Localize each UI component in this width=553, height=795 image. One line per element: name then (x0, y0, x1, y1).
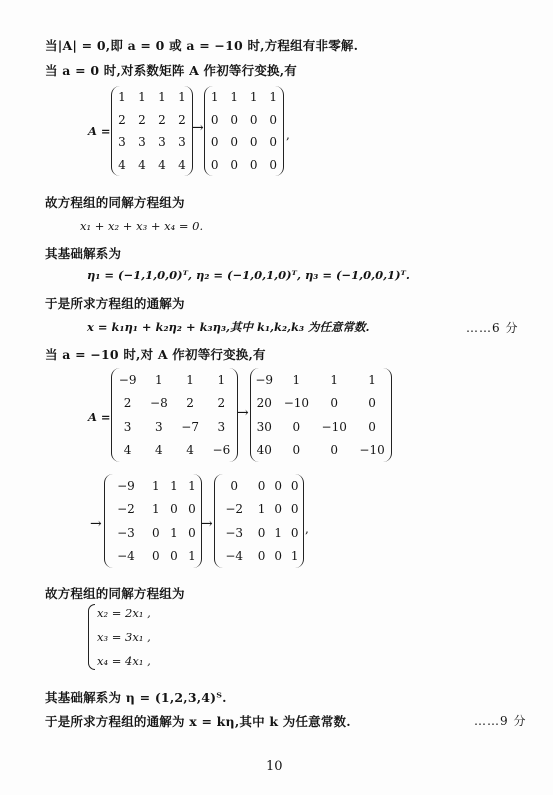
m2-cell: 0 (230, 157, 239, 172)
m5-row (105, 545, 201, 569)
m3-cell: −8 (150, 396, 168, 411)
system-eq-1: x₂ = 2x₁ , (97, 606, 151, 620)
matrix-m4-table (251, 368, 391, 462)
m6-cell: 0 (257, 525, 266, 540)
matrix-m1-table (112, 86, 192, 176)
m4-cell: −9 (255, 372, 274, 387)
m5-cell: 0 (170, 549, 178, 564)
matrix-m2-table (205, 86, 283, 176)
m4-cell: 0 (292, 443, 301, 458)
m2-cell: 0 (269, 135, 278, 150)
system-brace (88, 604, 95, 670)
matrix-m5 (104, 474, 202, 568)
m5-cell: 1 (170, 525, 178, 540)
m2-cell: 0 (249, 157, 258, 172)
m5-cell: 0 (152, 549, 160, 564)
matrix-m3 (111, 368, 238, 462)
m5-cell: −9 (117, 478, 135, 493)
m2-row (205, 109, 283, 132)
m4-row (251, 439, 391, 463)
m6-cell: 0 (290, 525, 299, 540)
m2-cell: 1 (230, 90, 239, 105)
matrix-m1 (111, 86, 193, 176)
m5-cell: 0 (188, 525, 196, 540)
m3-cell: 3 (123, 419, 132, 434)
m6-row (215, 474, 303, 498)
m2-row (205, 86, 283, 109)
m5-cell: 1 (188, 549, 196, 564)
m6-cell: 0 (257, 478, 266, 493)
basis-vectors: η₁ = (−1,1,0,0)ᵀ, η₂ = (−1,0,1,0)ᵀ, η₃ = (−1,0,0,1)ᵀ. (87, 268, 410, 282)
m1-cell: 2 (138, 112, 146, 127)
m3-cell: −6 (212, 443, 231, 458)
m4-cell: 1 (368, 372, 376, 387)
line-equivalent-system-2: 故方程组的同解方程组为 (45, 586, 185, 601)
matrix-m6 (214, 474, 304, 568)
equation-sum: x₁ + x₂ + x₃ + x₄ = 0. (80, 219, 204, 233)
m1-cell: 1 (138, 90, 146, 105)
matrix-m3-table (112, 368, 237, 462)
m1-cell: 3 (118, 135, 126, 150)
line-basis-2: 其基础解系为 η = (1,2,3,4)ᵀ. (45, 690, 227, 705)
m3-cell: 4 (123, 443, 132, 458)
m2-cell: 0 (230, 112, 239, 127)
m5-row (105, 474, 201, 498)
m2-row (205, 131, 283, 154)
m3-cell: 2 (123, 396, 132, 411)
m2-cell: 0 (210, 135, 219, 150)
m4-cell: 1 (292, 372, 301, 387)
m1-cell: 2 (118, 112, 126, 127)
system-eq-3: x₄ = 4x₁ , (97, 654, 151, 668)
m4-cell: 0 (292, 419, 301, 434)
m5-cell: −3 (117, 525, 135, 540)
m6-cell: 0 (274, 549, 282, 564)
m4-cell: 0 (330, 443, 339, 458)
m3-row (112, 392, 237, 416)
m4-cell: −10 (283, 396, 310, 411)
m4-row (251, 368, 391, 392)
m4-cell: 40 (256, 443, 272, 458)
general-solution-1: x = k₁η₁ + k₂η₂ + k₃η₃,其中 k₁,k₂,k₃ 为任意常数. (87, 320, 370, 334)
m1-cell: 4 (118, 157, 126, 172)
page-number: 10 (266, 759, 283, 774)
score-9: ……9 分 (474, 714, 527, 728)
m5-cell: 1 (188, 478, 196, 493)
m3-cell: 1 (217, 372, 226, 387)
m5-cell: −4 (117, 549, 135, 564)
m6-cell: 1 (274, 525, 282, 540)
m4-row (251, 392, 391, 416)
transform-arrow-3: → (90, 516, 102, 532)
m4-cell: −10 (359, 443, 385, 458)
m3-cell: −9 (118, 372, 137, 387)
m3-cell: 4 (186, 443, 194, 458)
m1-cell: 2 (158, 112, 166, 127)
m2-row (205, 154, 283, 177)
m4-cell: 0 (368, 396, 376, 411)
matrix-comma-1: , (286, 128, 290, 142)
m2-cell: 1 (269, 90, 278, 105)
m5-cell: 1 (170, 478, 178, 493)
transform-arrow-1: → (192, 120, 204, 136)
m3-cell: 1 (155, 372, 163, 387)
m5-row (105, 498, 201, 522)
m1-row (112, 131, 192, 154)
m1-cell: 1 (178, 90, 186, 105)
matrix-label-a1: A = (88, 124, 111, 138)
m2-cell: 0 (249, 135, 258, 150)
m6-cell: 0 (257, 549, 266, 564)
m1-row (112, 154, 192, 177)
m6-cell: 0 (230, 478, 238, 493)
m2-cell: 0 (230, 135, 239, 150)
m6-row (215, 545, 303, 569)
m1-cell: 4 (158, 157, 166, 172)
m1-cell: 3 (138, 135, 146, 150)
m3-cell: 4 (155, 443, 163, 458)
m2-cell: 0 (210, 112, 219, 127)
m3-row (112, 368, 237, 392)
m6-cell: −3 (225, 525, 244, 540)
m4-cell: 0 (330, 396, 339, 411)
m6-cell: 1 (257, 502, 266, 517)
m2-cell: 0 (249, 112, 258, 127)
m5-cell: 0 (152, 525, 160, 540)
m5-cell: −2 (117, 502, 135, 517)
m6-cell: 1 (290, 549, 299, 564)
m3-cell: 2 (217, 396, 226, 411)
line-equivalent-system-1: 故方程组的同解方程组为 (45, 195, 185, 210)
m4-cell: 1 (330, 372, 339, 387)
m3-cell: 3 (217, 419, 226, 434)
m3-cell: 1 (186, 372, 194, 387)
m6-cell: 0 (274, 478, 282, 493)
m5-cell: 0 (188, 502, 196, 517)
m4-cell: −10 (321, 419, 347, 434)
m3-row (112, 415, 237, 439)
m6-row (215, 498, 303, 522)
m4-cell: 20 (256, 396, 272, 411)
line-case-a-zero: 当 a = 0 时,对系数矩阵 A 作初等行变换,有 (45, 63, 297, 78)
m6-cell: 0 (290, 502, 299, 517)
m5-row (105, 521, 201, 545)
m5-cell: 1 (152, 478, 160, 493)
transform-arrow-2: → (237, 405, 249, 421)
m1-cell: 4 (138, 157, 146, 172)
m4-cell: 0 (368, 419, 376, 434)
m4-cell: 30 (256, 419, 272, 434)
m1-row (112, 109, 192, 132)
m3-row (112, 439, 237, 463)
matrix-m5-table (105, 474, 201, 568)
m1-row (112, 86, 192, 109)
m2-cell: 0 (269, 112, 278, 127)
m6-cell: 0 (274, 502, 282, 517)
m6-cell: −4 (225, 549, 244, 564)
m2-cell: 1 (210, 90, 219, 105)
m4-row (251, 415, 391, 439)
m1-cell: 3 (178, 135, 186, 150)
m3-cell: 2 (186, 396, 194, 411)
m5-cell: 1 (152, 502, 160, 517)
m2-cell: 1 (249, 90, 258, 105)
system-eq-2: x₃ = 3x₁ , (97, 630, 151, 644)
m2-cell: 0 (210, 157, 219, 172)
score-6: ……6 分 (466, 321, 519, 335)
m3-cell: −7 (181, 419, 199, 434)
line-general-solution-2: 于是所求方程组的通解为 x = kη,其中 k 为任意常数. (45, 714, 351, 729)
line-case-a-minus-10: 当 a = −10 时,对 A 作初等行变换,有 (45, 347, 266, 362)
matrix-comma-2: , (305, 522, 309, 536)
m1-cell: 4 (178, 157, 186, 172)
matrix-m4 (250, 368, 392, 462)
m1-cell: 1 (158, 90, 166, 105)
m6-row (215, 521, 303, 545)
matrix-m2 (204, 86, 284, 176)
m1-cell: 3 (158, 135, 166, 150)
m3-cell: 3 (155, 419, 163, 434)
m6-cell: −2 (225, 502, 244, 517)
m1-cell: 2 (178, 112, 186, 127)
m2-cell: 0 (269, 157, 278, 172)
line-general-solution-1: 于是所求方程组的通解为 (45, 296, 185, 311)
m6-cell: 0 (290, 478, 299, 493)
m1-cell: 1 (118, 90, 126, 105)
m5-cell: 0 (170, 502, 178, 517)
line-determinant-zero: 当|A| = 0,即 a = 0 或 a = −10 时,方程组有非零解. (45, 38, 359, 53)
line-basis-1: 其基础解系为 (45, 246, 122, 261)
matrix-label-a2: A = (88, 410, 111, 424)
matrix-m6-table (215, 474, 303, 568)
transform-arrow-4: → (201, 516, 213, 532)
